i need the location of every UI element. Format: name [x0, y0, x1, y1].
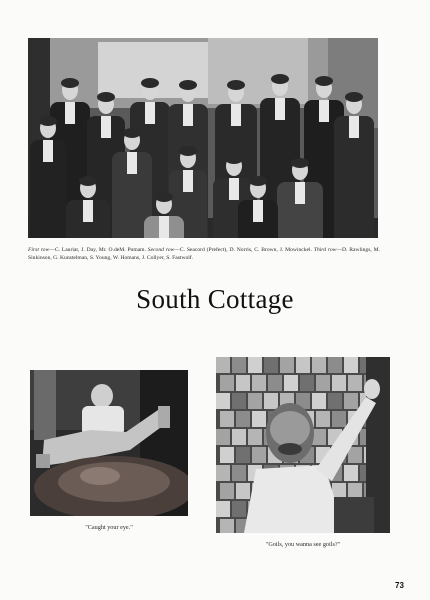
person-hair — [39, 116, 57, 126]
wall-pinup — [216, 465, 230, 481]
wall-pinup — [236, 375, 250, 391]
wall-pinup — [236, 411, 250, 427]
person-hair — [123, 128, 141, 138]
wall-pinup — [248, 357, 262, 373]
wall-pinup — [316, 411, 330, 427]
second-row-names: C. Seacord (Prefect), D. Norris, C. Brown, J. Mowinckel. — [179, 247, 312, 253]
first-row-label: First row — [28, 247, 50, 253]
wall-pinup — [312, 429, 326, 445]
wall-pinup — [264, 393, 278, 409]
person-shirt — [101, 116, 111, 138]
person-hair — [97, 92, 115, 102]
wall-pinup — [232, 357, 246, 373]
candid-photo-caught-your-eye — [30, 370, 188, 516]
person-shirt — [349, 116, 359, 138]
wall-pinup — [248, 393, 262, 409]
wall-pinup — [344, 465, 358, 481]
person-hair — [141, 78, 159, 88]
wall-pinup — [220, 375, 234, 391]
person-hair — [249, 176, 267, 186]
person-shirt — [183, 104, 193, 126]
person-shirt — [43, 140, 53, 162]
person-hair — [227, 80, 245, 90]
wall-pinup — [268, 375, 282, 391]
wall-pinup — [232, 465, 246, 481]
person-hair — [61, 78, 79, 88]
person-hair — [225, 154, 243, 164]
person-hair — [291, 158, 309, 168]
wall-pinup — [332, 375, 346, 391]
person-shirt — [83, 200, 93, 222]
wall-pinup — [284, 375, 298, 391]
person-shirt — [275, 98, 285, 120]
page-title: South Cottage — [136, 284, 294, 314]
wall-pinup — [312, 393, 326, 409]
wall-pinup — [348, 483, 362, 499]
wall-pinup — [252, 411, 266, 427]
person-hair — [179, 80, 197, 90]
person-hair — [155, 192, 173, 202]
wall-pinup — [216, 393, 230, 409]
person-hair — [315, 76, 333, 86]
person-shirt — [65, 102, 75, 124]
person-shirt — [183, 170, 193, 192]
wall-pinup — [216, 501, 230, 517]
wall-pinup — [296, 357, 310, 373]
wall-pinup — [220, 483, 234, 499]
third-row-names: D. Rawlings, M. Sinkinson, G. Kunstelman, S. Young, W. Homans, J. Collyer, S. Fastwolf. — [28, 247, 380, 261]
wall-pinup — [332, 411, 346, 427]
person-shirt — [127, 152, 137, 174]
caption-caught-your-eye: "Caught your eye." — [85, 524, 133, 531]
wall-pinup — [216, 429, 230, 445]
person-hair — [345, 92, 363, 102]
person-shirt — [229, 178, 239, 200]
wall-pinup — [264, 357, 278, 373]
person-shirt — [319, 100, 329, 122]
page-number: 73 — [395, 581, 404, 590]
person-shirt — [253, 200, 263, 222]
wall-pinup — [280, 357, 294, 373]
wall-pinup — [316, 375, 330, 391]
person-shirt — [231, 104, 241, 126]
wall-pinup — [220, 447, 234, 463]
person-hair — [271, 74, 289, 84]
group-photo — [28, 38, 378, 238]
wall-pinup — [348, 375, 362, 391]
person-shirt — [145, 102, 155, 124]
wall-pinup — [328, 393, 342, 409]
wall-pinup — [344, 393, 358, 409]
wall-pinup — [252, 447, 266, 463]
wall-pinup — [348, 447, 362, 463]
second-row-label: Second row — [147, 247, 175, 253]
person-hair — [179, 146, 197, 156]
person-shirt — [295, 182, 305, 204]
caption-goils: "Goils, you wanna see goils?" — [265, 541, 341, 548]
wall-pinup — [220, 519, 234, 533]
candid-photo-goils — [216, 357, 390, 533]
first-row-names: C. Lauriat, J. Day, Mr. O.deM. Putnam. — [54, 247, 146, 253]
wall-pinup — [252, 375, 266, 391]
wall-pinup — [328, 357, 342, 373]
wall-pinup — [312, 357, 326, 373]
wall-pinup — [232, 501, 246, 517]
wall-pinup — [216, 357, 230, 373]
wall-pinup — [220, 411, 234, 427]
wall-pinup — [248, 429, 262, 445]
person-hair — [79, 176, 97, 186]
wall-pinup — [232, 429, 246, 445]
wall-pinup — [236, 483, 250, 499]
wall-pinup — [232, 393, 246, 409]
wall-pinup — [236, 447, 250, 463]
person-shirt — [159, 216, 169, 238]
wall-pinup — [300, 375, 314, 391]
third-row-label: Third row — [313, 247, 337, 253]
wall-pinup — [344, 357, 358, 373]
group-caption: First row—C. Lauriat, J. Day, Mr. O.deM. Putnam. Second row—C. Seacord (Prefect), D. Norris, C. Brown, J. Mowinckel. Third row—D. Rawlings, M. Sinkinson, G. Kunstelman, S. Young, W. Homans, J. Collyer, S. Fastwolf. — [28, 247, 380, 261]
